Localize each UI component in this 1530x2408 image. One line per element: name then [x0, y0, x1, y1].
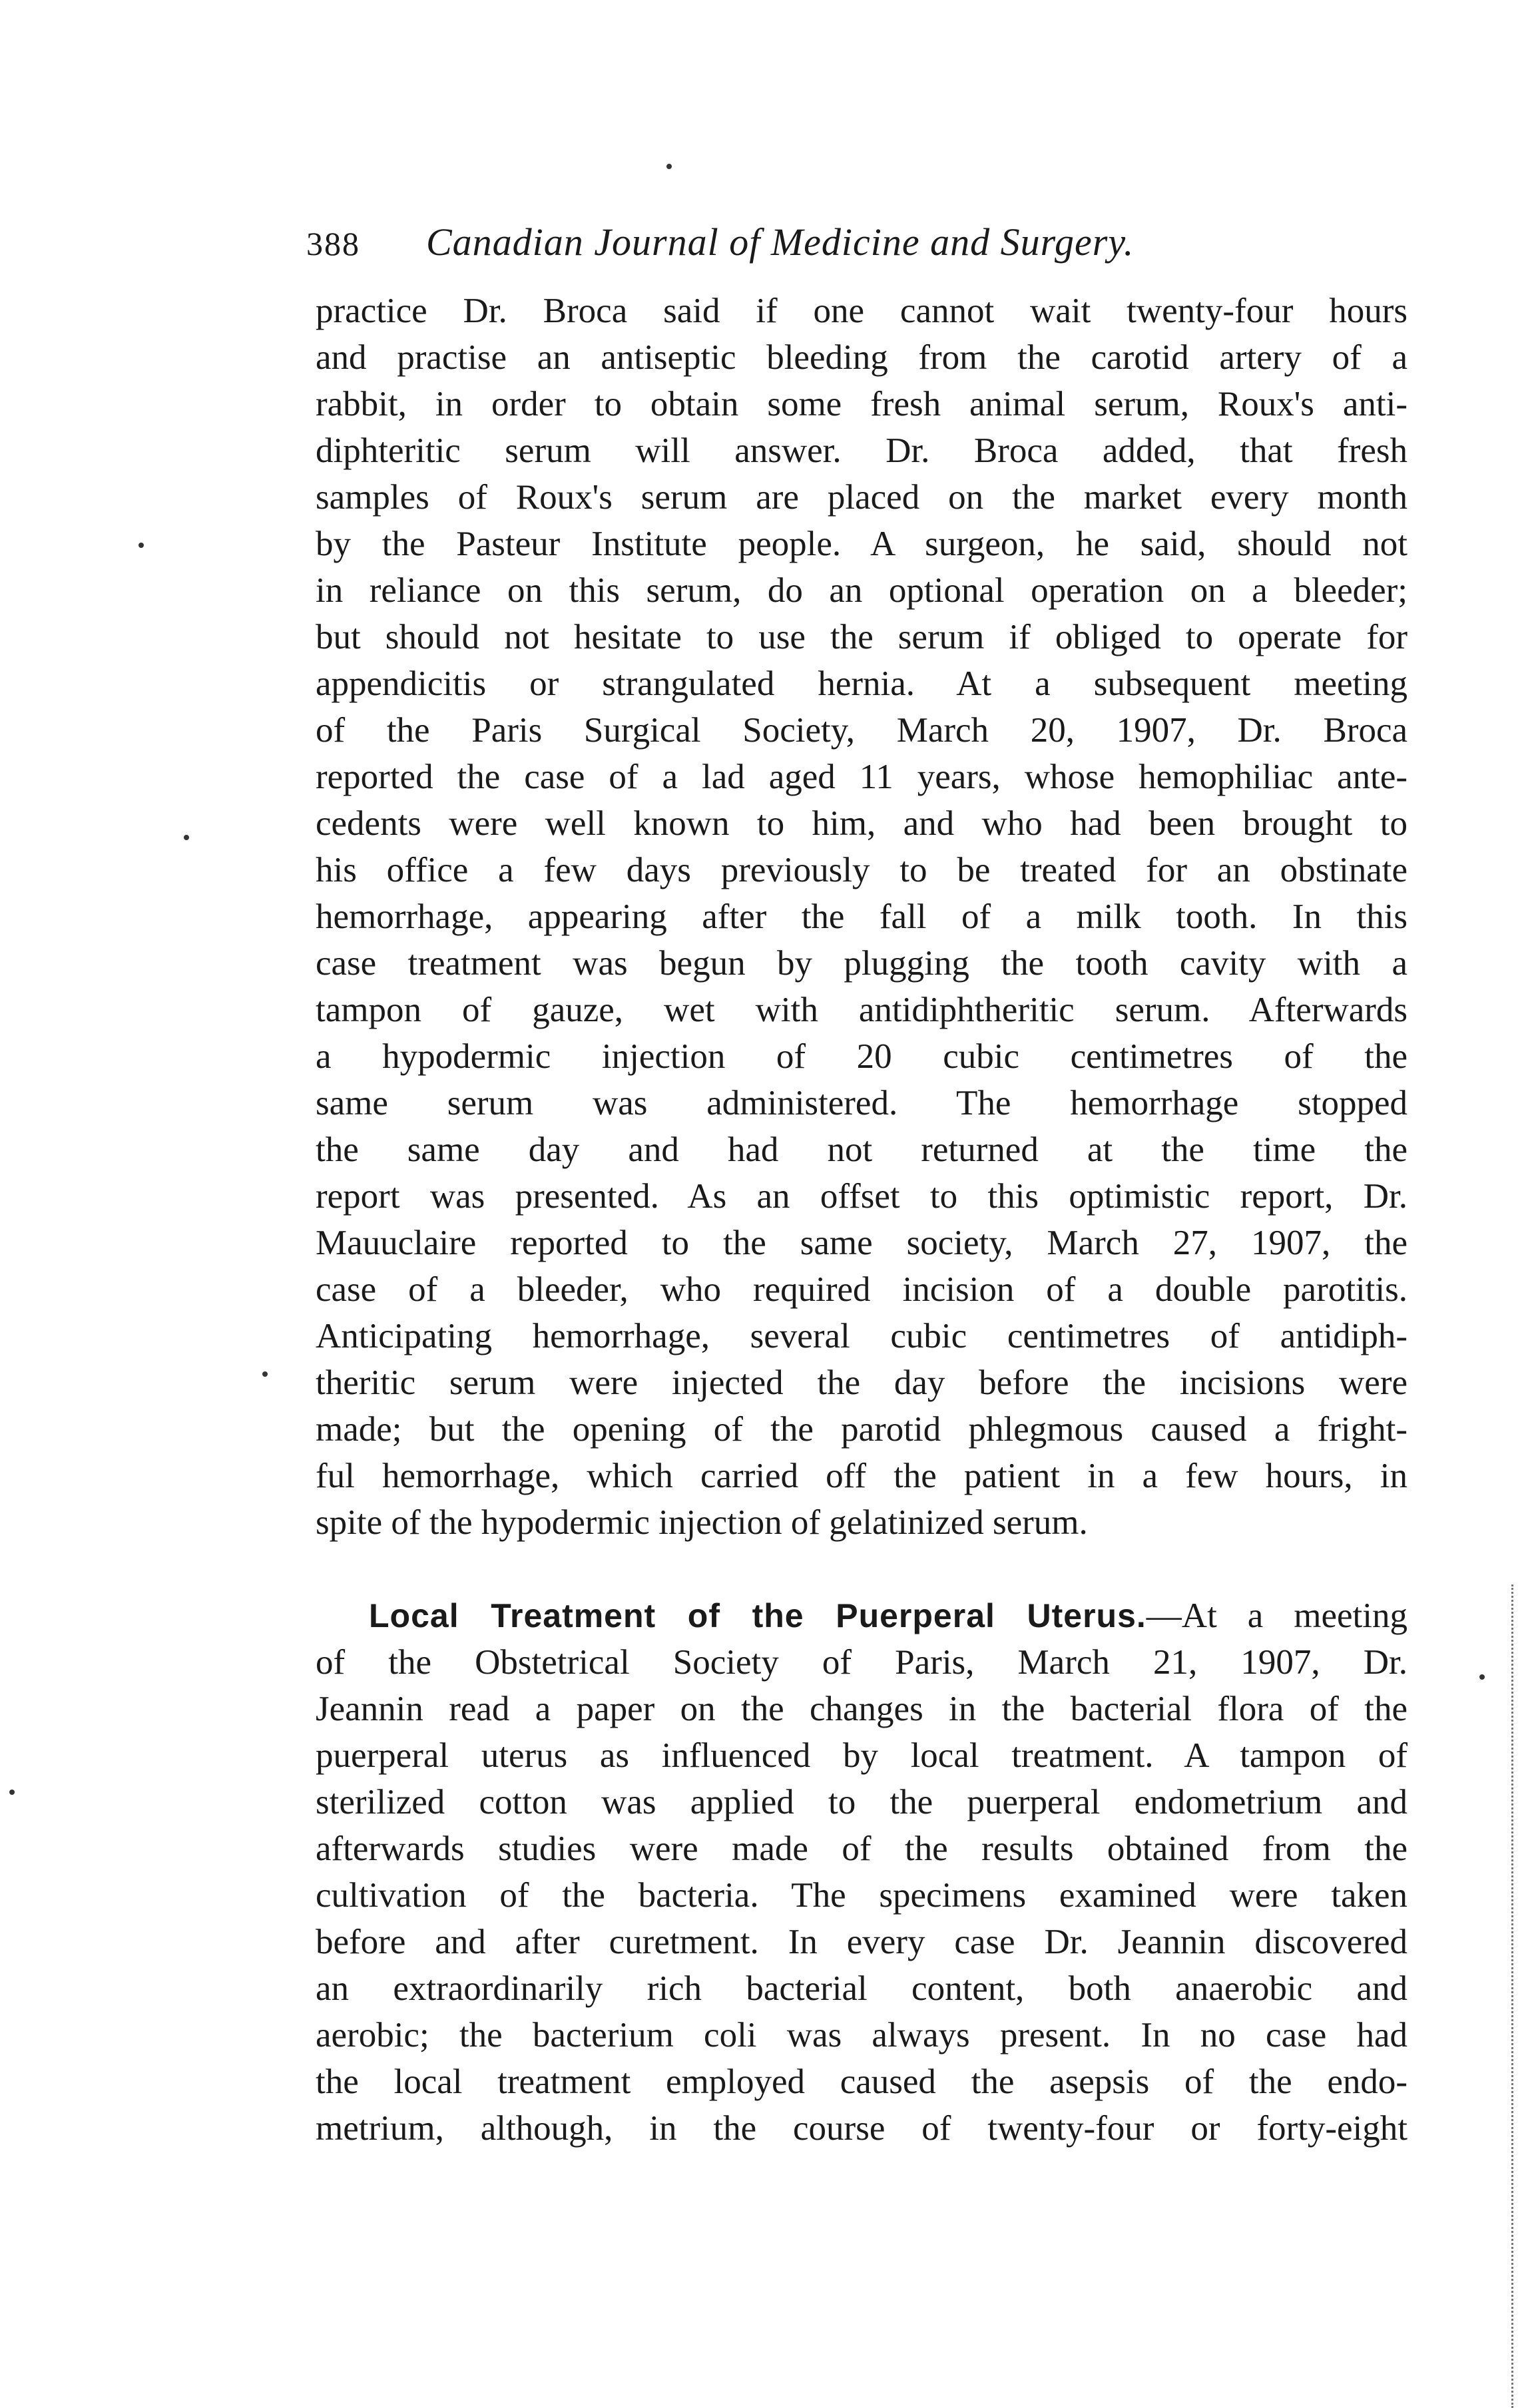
text-line: the same day and had not returned at the time the — [316, 1130, 1407, 1169]
text-line: case treatment was begun by plugging the tooth cavity with a — [316, 944, 1407, 983]
text-line: reported the case of a lad aged 11 years, whose hemophiliac ante- — [316, 758, 1407, 796]
text-line: rabbit, in order to obtain some fresh animal serum, Roux's anti- — [316, 385, 1407, 423]
scan-speck — [184, 835, 189, 840]
text-line: same serum was administered. The hemorrhage stopped — [316, 1084, 1407, 1122]
text-line: a hypodermic injection of 20 cubic centimetres of the — [316, 1037, 1407, 1076]
text-line: cultivation of the bacteria. The specimens examined were taken — [316, 1876, 1407, 1915]
section-first-line — [316, 1592, 1407, 1639]
text-line: Anticipating hemorrhage, several cubic centimetres of antidiph- — [316, 1317, 1407, 1355]
page-number: 388 — [306, 225, 360, 262]
text-line: and practise an antiseptic bleeding from the carotid artery of a — [316, 338, 1407, 377]
running-header — [306, 220, 1252, 273]
section-heading: Local Treatment of the Puerperal Uterus. — [369, 1597, 1147, 1634]
text-line: theritic serum were injected the day before the incisions were — [316, 1363, 1407, 1402]
paragraph-spacer — [316, 1546, 1407, 1592]
text-line: sterilized cotton was applied to the puerperal endometrium and — [316, 1783, 1407, 1821]
text-line: ful hemorrhage, which carried off the patient in a few hours, in — [316, 1457, 1407, 1495]
scan-speck — [138, 543, 144, 548]
text-line: hemorrhage, appearing after the fall of a milk tooth. In this — [316, 897, 1407, 936]
running-title: Canadian Journal of Medicine and Surgery. — [426, 220, 1135, 264]
text-line: in reliance on this serum, do an optional operation on a bleeder; — [316, 571, 1407, 610]
text-line: report was presented. As an offset to this optimistic report, Dr. — [316, 1177, 1407, 1216]
text-line: case of a bleeder, who required incision of a double parotitis. — [316, 1270, 1407, 1309]
text-line: samples of Roux's serum are placed on the market every month — [316, 478, 1407, 517]
scan-speck — [262, 1371, 268, 1377]
text-line: by the Pasteur Institute people. A surgeon, he said, should not — [316, 525, 1407, 563]
article-body — [316, 288, 1407, 2152]
text-line: before and after curetment. In every case Dr. Jeannin discovered — [316, 1923, 1407, 1961]
text-line: Jeannin read a paper on the changes in the bacterial flora of the — [316, 1690, 1407, 1728]
paragraph-broca — [316, 288, 1407, 1546]
text-line: but should not hesitate to use the serum if obliged to operate for — [316, 618, 1407, 656]
text-line: Mauuclaire reported to the same society, March 27, 1907, the — [316, 1224, 1407, 1262]
text-line: of the Obstetrical Society of Paris, March 21, 1907, Dr. — [316, 1643, 1407, 1682]
scan-edge-mark — [1511, 1584, 1515, 2408]
section-puerperal-uterus — [316, 1592, 1407, 2152]
scan-speck — [666, 164, 672, 169]
text-line: afterwards studies were made of the results obtained from the — [316, 1829, 1407, 1868]
text-line: metrium, although, in the course of twenty-four or forty-eight — [316, 2109, 1407, 2148]
text-line: cedents were well known to him, and who had been brought to — [316, 804, 1407, 843]
text-line: of the Paris Surgical Society, March 20, 1907, Dr. Broca — [316, 711, 1407, 750]
scan-speck — [1479, 1674, 1485, 1680]
section-heading-continuation: —At a meeting — [1146, 1596, 1408, 1635]
text-line: aerobic; the bacterium coli was always present. In no case had — [316, 2016, 1407, 2054]
text-line: puerperal uterus as influenced by local treatment. A tampon of — [316, 1736, 1407, 1775]
scan-speck — [9, 1790, 15, 1795]
text-line: made; but the opening of the parotid phlegmous caused a fright- — [316, 1410, 1407, 1449]
text-line: appendicitis or strangulated hernia. At a subsequent meeting — [316, 664, 1407, 703]
text-line: tampon of gauze, wet with antidiphtheritic serum. Afterwards — [316, 991, 1407, 1029]
text-line: practice Dr. Broca said if one cannot wait twenty-four hours — [316, 292, 1407, 330]
text-line: the local treatment employed caused the asepsis of the endo- — [316, 2062, 1407, 2101]
text-line: spite of the hypodermic injection of gelatinized serum. — [316, 1503, 1088, 1542]
text-line: his office a few days previously to be treated for an obstinate — [316, 851, 1407, 889]
text-line: diphteritic serum will answer. Dr. Broca added, that fresh — [316, 431, 1407, 470]
text-line: an extraordinarily rich bacterial content, both anaerobic and — [316, 1969, 1407, 2008]
